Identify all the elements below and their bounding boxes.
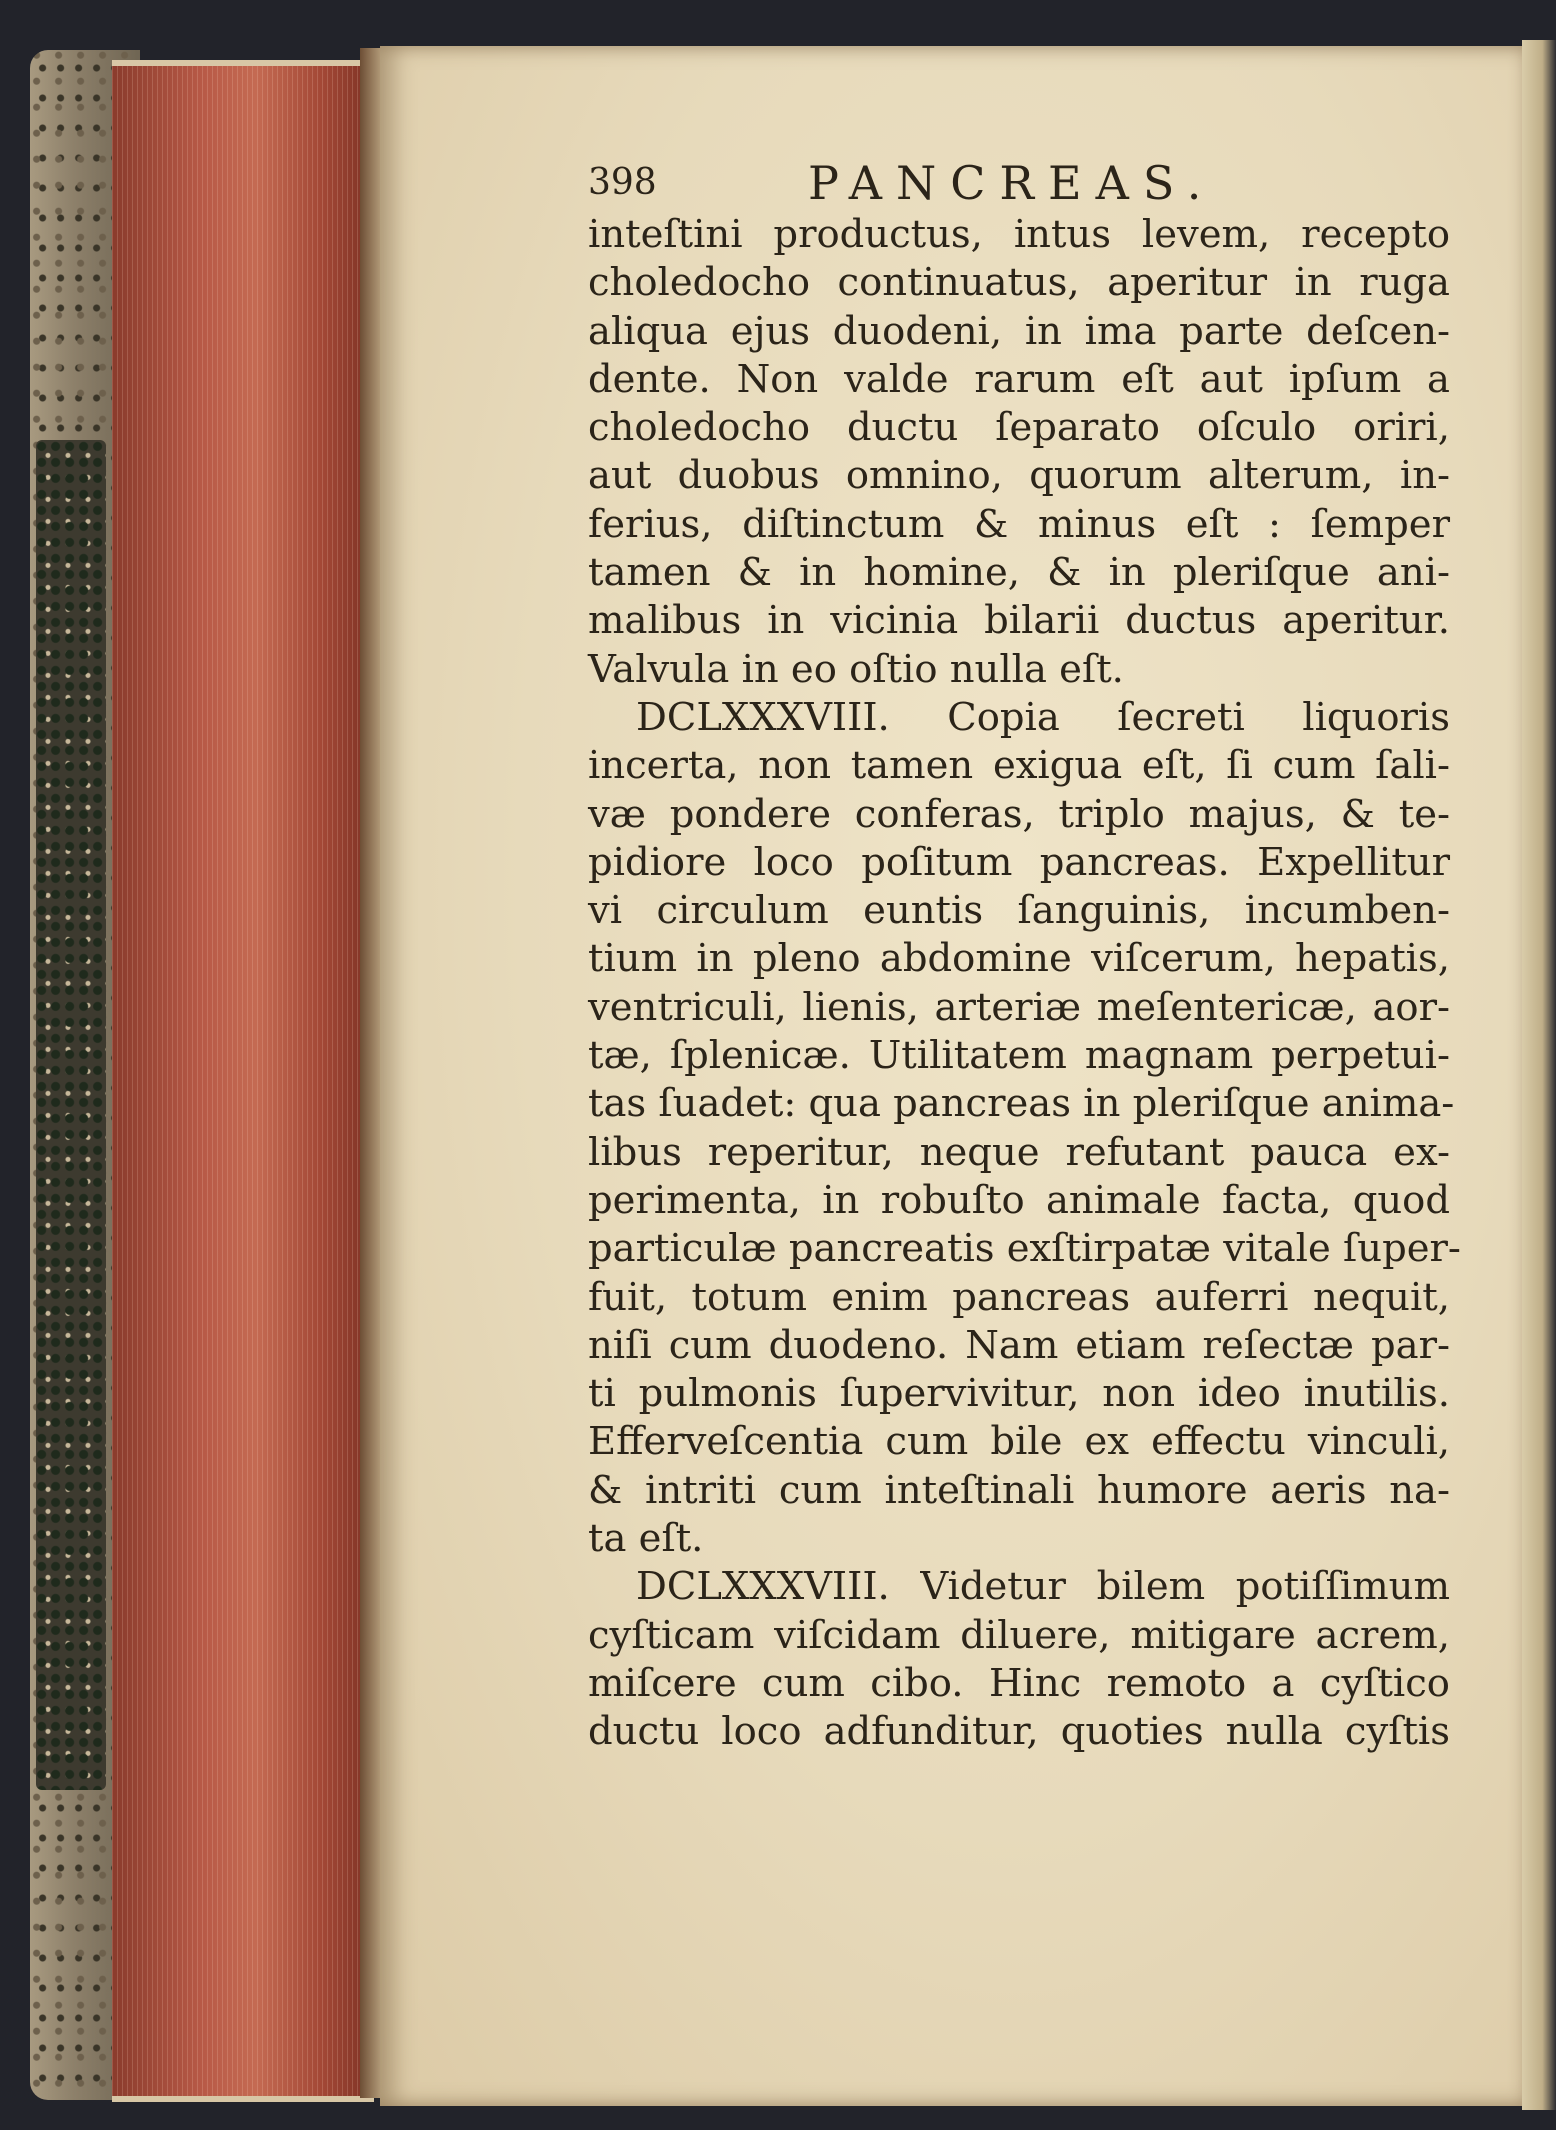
text-line: niſi cum duodeno. Nam etiam reſectæ par- [588,1322,1450,1368]
text-line: aliqua ejus duodeni, in ima parte deſcen- [588,308,1450,354]
text-line: inteſtini productus, intus levem, recepto [588,212,1450,257]
text-line: particulæ pancreatis exſtirpatæ vitale ſuper- [588,1226,1461,1272]
text-line: libus reperitur, neque refutant pauca ex- [588,1129,1450,1175]
text-line: incerta, non tamen exigua eſt, ſi cum ſali- [588,743,1450,789]
text-line: & intriti cum inteſtinali humore aeris na- [588,1467,1450,1513]
text-line: fuit, totum enim pancreas auferri nequit, [588,1274,1450,1320]
running-title: PANCREAS. [808,156,1216,210]
text-line: ta eſt. [588,1516,704,1562]
text-line: ti pulmonis ſupervivitur, non ideo inutilis. [588,1371,1450,1417]
page-block-edge [112,60,374,2102]
text-line: tium in pleno abdomine viſcerum, hepatis, [588,936,1450,982]
page-text [588,155,1461,1757]
text-line: choledocho ductu ſeparato oſculo oriri, [588,405,1450,451]
text-line: tas ſuadet: qua pancreas in pleriſque anima- [588,1081,1455,1127]
text-line: miſcere cum cibo. Hinc remoto a cyſtico [588,1660,1450,1706]
text-line: aut duobus omnino, quorum alterum, in- [588,453,1450,499]
page-right-edge [1522,40,1556,2110]
text-line: tamen & in homine, & in pleriſque ani- [588,550,1450,596]
page-number: 398 [588,162,657,203]
section-heading-line: DCLXXXVIII. Videtur bilem potiſſimum [636,1564,1450,1610]
text-line: væ pondere conferas, triplo majus, & te- [588,791,1450,837]
text-line: perimenta, in robuſto animale facta, quod [588,1177,1450,1223]
text-line: ventriculi, lienis, arteriæ meſentericæ, aor- [588,984,1450,1030]
text-line: ductu loco adfunditur, quoties nulla cyſtis [588,1709,1450,1755]
text-line: cyſticam viſcidam diluere, mitigare acrem, [588,1612,1450,1658]
text-line: pidiore loco poſitum pancreas. Expellitur [588,839,1450,885]
text-line: malibus in vicinia bilarii ductus aperitur. [588,598,1450,644]
text-line: choledocho continuatus, aperitur in ruga [588,260,1450,306]
text-line: ferius, diſtinctum & minus eſt : ſemper [588,501,1450,547]
text-line: vi circulum euntis ſanguinis, incumben- [588,888,1450,934]
page-header [588,155,1450,211]
text-line: Efferveſcentia cum bile ex effectu vinculi, [588,1419,1450,1465]
marbled-board [36,440,106,1790]
text-line: dente. Non valde rarum eſt aut ipſum a [588,356,1450,402]
section-heading-line: DCLXXXVIII. Copia ſecreti liquoris [636,694,1450,740]
text-line: tæ, ſplenicæ. Utilitatem magnam perpetui- [588,1033,1450,1079]
text-line: Valvula in eo oſtio nulla eſt. [588,646,1124,692]
